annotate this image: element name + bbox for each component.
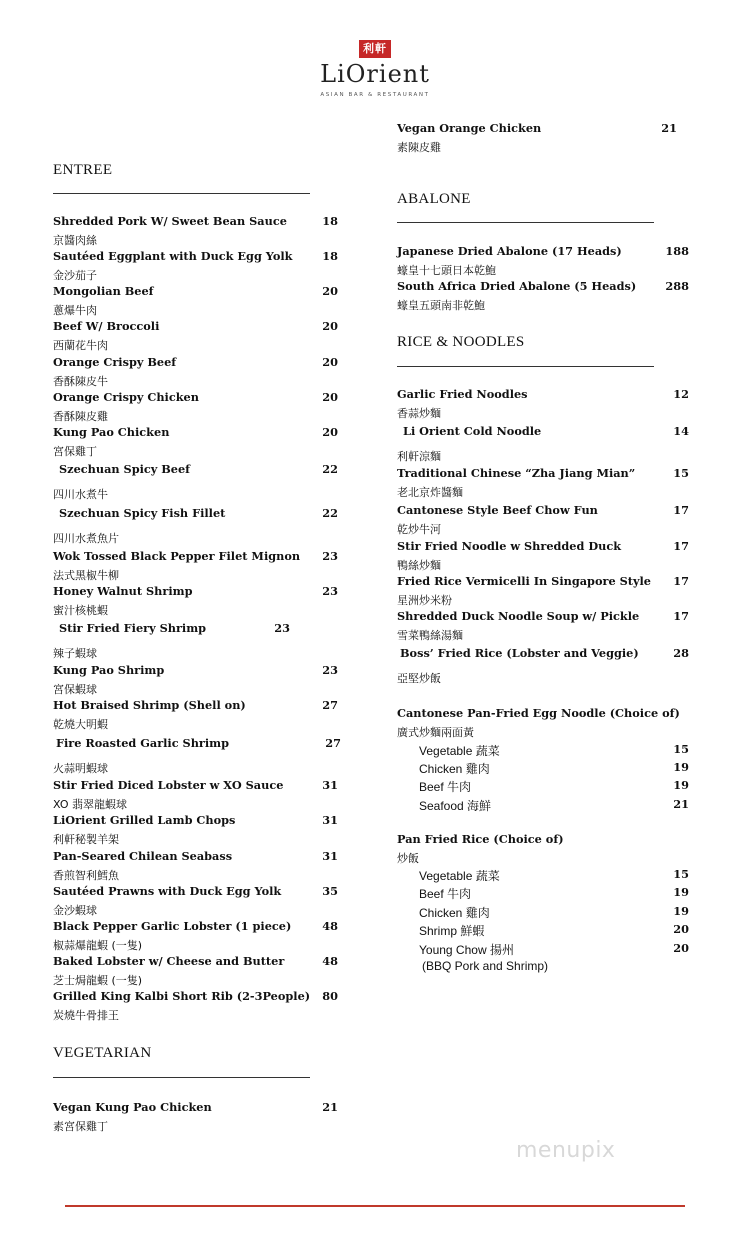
menu-item	[53, 425, 338, 458]
item-price: 31	[322, 813, 338, 827]
item-name: Black Pepper Garlic Lobster (1 piece)	[53, 919, 292, 933]
item-price: 23	[322, 549, 338, 563]
item-name: Wok Tossed Black Pepper Filet Mignon	[53, 549, 301, 563]
option-price: 21	[673, 797, 689, 811]
option-note: (BBQ Pork and Shrimp)	[422, 959, 549, 973]
menu-item	[53, 813, 338, 846]
item-name: Sautéed Eggplant with Duck Egg Yolk	[53, 249, 293, 263]
item-price: 20	[322, 390, 338, 404]
menu-item	[53, 549, 338, 582]
item-price: 27	[322, 698, 338, 712]
item-chinese: 乾燒大明蝦	[53, 718, 108, 731]
menu-item	[53, 989, 338, 1022]
item-chinese: 炒飯	[397, 852, 419, 865]
menu-item	[53, 663, 338, 696]
menu-item	[53, 390, 338, 423]
item-price: 20	[322, 284, 338, 298]
item-price: 188	[665, 244, 689, 258]
item-price: 21	[661, 121, 677, 135]
item-chinese: 鴨絲炒麵	[397, 559, 441, 572]
menu-item	[53, 621, 338, 660]
item-price: 20	[322, 425, 338, 439]
item-name: Shredded Pork W/ Sweet Bean Sauce	[53, 214, 287, 228]
item-price: 48	[322, 954, 338, 968]
item-chinese: 宮保雞丁	[53, 445, 97, 458]
menu-item	[53, 1100, 338, 1133]
item-chinese: 金沙蝦球	[53, 904, 97, 917]
option-name: Young Chow 揚州	[419, 943, 514, 957]
item-price: 23	[274, 621, 290, 635]
item-name: Honey Walnut Shrimp	[53, 584, 193, 598]
item-name: South Africa Dried Abalone (5 Heads)	[397, 279, 637, 293]
menu-item	[397, 503, 689, 536]
item-chinese: 老北京炸醬麵	[397, 486, 463, 499]
choice-option	[419, 778, 689, 795]
item-name: Stir Fried Diced Lobster w XO Sauce	[53, 778, 284, 792]
choice-option	[419, 742, 689, 759]
section-divider	[53, 1077, 310, 1078]
item-chinese: 星洲炒米粉	[397, 594, 452, 607]
item-name: Stir Fried Noodle w Shredded Duck	[397, 539, 622, 553]
option-name: Beef 牛肉	[419, 887, 472, 901]
choice-group-noodle	[397, 706, 689, 739]
menu-item	[53, 736, 341, 775]
item-name: Shredded Duck Noodle Soup w/ Pickle	[397, 609, 640, 623]
item-price: 21	[322, 1100, 338, 1114]
item-name: Fire Roasted Garlic Shrimp	[56, 736, 230, 750]
item-price: 80	[322, 989, 338, 1003]
item-name: Hot Braised Shrimp (Shell on)	[53, 698, 246, 712]
item-price: 48	[322, 919, 338, 933]
footer-divider	[65, 1205, 685, 1207]
item-chinese: 炭燒牛骨排王	[53, 1009, 119, 1022]
menu-item	[53, 462, 338, 501]
menu-item	[397, 609, 689, 642]
item-price: 17	[673, 609, 689, 623]
item-price: 20	[322, 319, 338, 333]
menu-item	[53, 698, 338, 731]
item-chinese: 雪菜鴨絲湯麵	[397, 629, 463, 642]
option-name: Chicken 雞肉	[419, 906, 490, 920]
option-name: Shrimp 鮮蝦	[419, 924, 485, 938]
item-chinese: 法式黑椒牛柳	[53, 569, 119, 582]
choice-option	[419, 941, 689, 958]
option-price: 19	[673, 760, 689, 774]
menu-item	[397, 539, 689, 572]
option-price: 15	[673, 867, 689, 881]
item-name: Traditional Chinese “Zha Jiang Mian”	[397, 466, 636, 480]
section-divider	[397, 222, 654, 223]
item-price: 288	[665, 279, 689, 293]
item-name: Kung Pao Chicken	[53, 425, 170, 439]
watermark: menupix	[516, 1138, 616, 1163]
menu-item	[397, 424, 689, 463]
item-name: Japanese Dried Abalone (17 Heads)	[397, 244, 622, 258]
item-name: Mongolian Beef	[53, 284, 154, 298]
item-chinese: 辣子蝦球	[53, 647, 97, 660]
item-chinese: 芝士焗龍蝦 (一隻)	[53, 974, 143, 987]
item-price: 17	[673, 574, 689, 588]
menu-item	[53, 584, 338, 617]
item-chinese: 素宮保雞丁	[53, 1120, 108, 1133]
menu-item	[53, 954, 338, 987]
item-price: 14	[673, 424, 689, 438]
option-name: Vegetable 蔬菜	[419, 744, 500, 758]
item-name: Pan-Seared Chilean Seabass	[53, 849, 233, 863]
item-chinese: 亞堅炒飯	[397, 672, 441, 685]
item-price: 27	[325, 736, 341, 750]
option-price: 19	[673, 778, 689, 792]
item-chinese: 四川水煮魚片	[53, 532, 119, 545]
choice-group-rice	[397, 832, 689, 865]
item-name: LiOrient Grilled Lamb Chops	[53, 813, 236, 827]
item-name: Kung Pao Shrimp	[53, 663, 165, 677]
option-price: 19	[673, 904, 689, 918]
item-name: Szechuan Spicy Beef	[59, 462, 191, 476]
item-chinese: 京醬肉絲	[53, 234, 97, 247]
section-divider	[397, 366, 654, 367]
item-chinese: 蔥爆牛肉	[53, 304, 97, 317]
menu-item	[397, 574, 689, 607]
item-name: Li Orient Cold Noodle	[403, 424, 542, 438]
item-name: Szechuan Spicy Fish Fillet	[59, 506, 226, 520]
menu-item	[397, 646, 689, 685]
item-price: 35	[322, 884, 338, 898]
logo-seal: 利軒	[359, 40, 391, 58]
choice-option	[419, 922, 689, 939]
item-name: Baked Lobster w/ Cheese and Butter	[53, 954, 285, 968]
item-chinese: 香酥陳皮牛	[53, 375, 108, 388]
item-price: 17	[673, 539, 689, 553]
item-price: 31	[322, 778, 338, 792]
item-name: Beef W/ Broccoli	[53, 319, 160, 333]
item-chinese: 蜜汁核桃蝦	[53, 604, 108, 617]
section-title-vegetarian: VEGETARIAN	[53, 1045, 152, 1061]
option-price: 20	[673, 941, 689, 955]
menu-item	[53, 319, 338, 352]
menu-item	[397, 121, 677, 154]
menu-item	[53, 355, 338, 388]
item-chinese: 宮保蝦球	[53, 683, 97, 696]
choice-title: Cantonese Pan-Fried Egg Noodle (Choice of)	[397, 706, 680, 720]
item-price: 15	[673, 466, 689, 480]
item-name: Orange Crispy Beef	[53, 355, 177, 369]
item-chinese: 廣式炒麵兩面黃	[397, 726, 474, 739]
section-divider	[53, 193, 310, 194]
item-name: Fried Rice Vermicelli In Singapore Style	[397, 574, 651, 588]
item-price: 17	[673, 503, 689, 517]
item-name: Stir Fried Fiery Shrimp	[59, 621, 207, 635]
section-title-rice-noodles: RICE & NOODLES	[397, 334, 525, 350]
menu-item	[397, 244, 689, 277]
menu-item	[53, 849, 338, 882]
option-name: Beef 牛肉	[419, 780, 472, 794]
item-name: Orange Crispy Chicken	[53, 390, 199, 404]
item-name: Sautéed Prawns with Duck Egg Yolk	[53, 884, 282, 898]
menu-item	[53, 919, 338, 952]
item-name: Garlic Fried Noodles	[397, 387, 528, 401]
item-chinese: 香酥陳皮雞	[53, 410, 108, 423]
option-price: 20	[673, 922, 689, 936]
option-name: Seafood 海鮮	[419, 799, 492, 813]
item-name: Cantonese Style Beef Chow Fun	[397, 503, 598, 517]
item-price: 18	[322, 249, 338, 263]
item-chinese: 香蒜炒麵	[397, 407, 441, 420]
option-price: 15	[673, 742, 689, 756]
item-price: 23	[322, 584, 338, 598]
menu-item	[53, 214, 338, 247]
section-title-entree: ENTREE	[53, 162, 113, 178]
item-price: 18	[322, 214, 338, 228]
item-chinese: XO 翡翠龍蝦球	[53, 798, 127, 811]
item-chinese: 素陳皮雞	[397, 141, 441, 154]
item-chinese: 火蒜明蝦球	[53, 762, 108, 775]
item-chinese: 蠔皇五頭南非乾鮑	[397, 299, 485, 312]
item-price: 31	[322, 849, 338, 863]
item-chinese: 椒蒜爆龍蝦 (一隻)	[53, 939, 143, 952]
choice-title: Pan Fried Rice (Choice of)	[397, 832, 564, 846]
item-name: Vegan Kung Pao Chicken	[53, 1100, 212, 1114]
logo-wordmark: LiOrient	[320, 60, 430, 88]
item-chinese: 利軒秘製羊架	[53, 833, 119, 846]
item-price: 22	[322, 462, 338, 476]
item-name: Boss’ Fried Rice (Lobster and Veggie)	[400, 646, 639, 660]
choice-option	[419, 760, 689, 777]
option-price: 19	[673, 885, 689, 899]
item-chinese: 乾炒牛河	[397, 523, 441, 536]
menu-item	[53, 884, 338, 917]
item-chinese: 利軒涼麵	[397, 450, 441, 463]
item-chinese: 蠔皇十七頭日本乾鮑	[397, 264, 496, 277]
choice-option	[419, 904, 689, 921]
item-price: 22	[322, 506, 338, 520]
option-name: Chicken 雞肉	[419, 762, 490, 776]
item-chinese: 金沙茄子	[53, 269, 97, 282]
item-price: 28	[673, 646, 689, 660]
menu-item	[397, 387, 689, 420]
menu-item	[397, 466, 689, 499]
item-chinese: 四川水煮牛	[53, 488, 108, 501]
choice-option	[419, 867, 689, 884]
item-name: Grilled King Kalbi Short Rib (2-3People)	[53, 989, 311, 1003]
logo-tagline: ASIAN BAR & RESTAURANT	[320, 92, 430, 98]
choice-option	[419, 797, 689, 814]
option-name: Vegetable 蔬菜	[419, 869, 500, 883]
menu-item	[397, 279, 689, 312]
item-chinese: 西蘭花牛肉	[53, 339, 108, 352]
item-chinese: 香煎智利鱈魚	[53, 869, 119, 882]
menu-item	[53, 284, 338, 317]
item-price: 20	[322, 355, 338, 369]
choice-option	[419, 885, 689, 902]
section-title-abalone: ABALONE	[397, 191, 471, 207]
item-price: 12	[673, 387, 689, 401]
menu-item	[53, 778, 338, 811]
item-price: 23	[322, 663, 338, 677]
item-name: Vegan Orange Chicken	[397, 121, 542, 135]
menu-item	[53, 506, 338, 545]
menu-item	[53, 249, 338, 282]
